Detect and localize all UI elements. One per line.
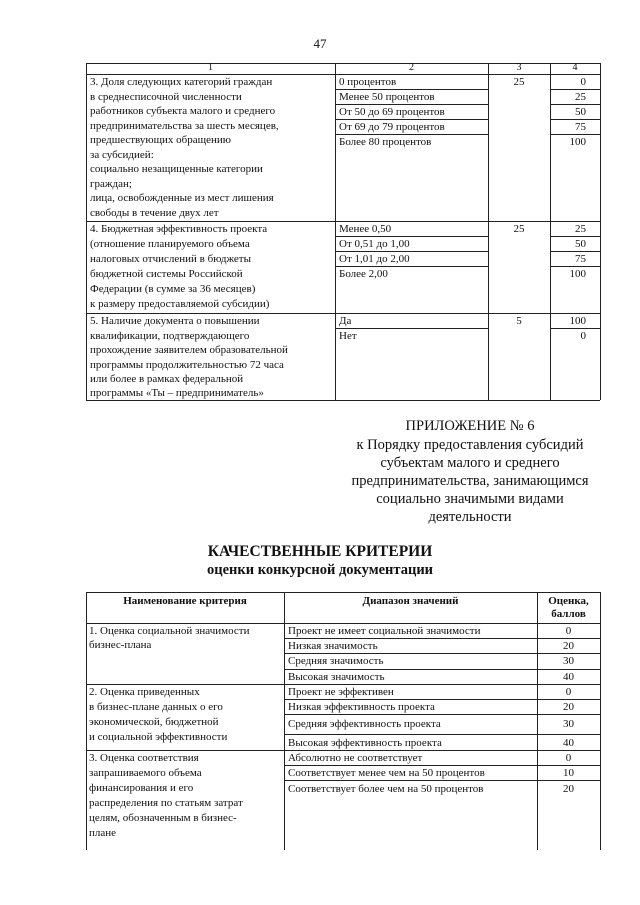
range-value: Абсолютно не соответствует	[288, 752, 423, 764]
score-value: 30	[563, 718, 574, 730]
score-value: 10	[563, 767, 574, 779]
score-value: 25	[575, 91, 586, 103]
score-value: 20	[563, 701, 574, 713]
appendix-line: социально значимыми видами	[376, 491, 564, 507]
weight-value: 25	[513, 76, 525, 88]
score-value: 0	[565, 752, 572, 764]
range-value: Нет	[339, 330, 357, 342]
range-value: От 1,01 до 2,00	[339, 253, 410, 265]
col-header-1: 1	[208, 62, 213, 73]
score-value: 100	[569, 136, 586, 148]
score-value: 0	[565, 686, 572, 698]
col-header-2: 2	[409, 62, 414, 73]
range-value: Средняя значимость	[288, 655, 384, 667]
range-value: Менее 0,50	[339, 223, 392, 235]
appendix-line: к Порядку предоставления субсидий	[356, 437, 584, 453]
score-value: 40	[563, 737, 574, 749]
section-subtitle: оценки конкурсной документации	[206, 562, 434, 578]
appendix-line: деятельности	[428, 509, 512, 525]
score-value: 30	[563, 655, 574, 667]
score-value: 50	[575, 238, 586, 250]
range-value: Соответствует более чем на 50 процентов	[288, 783, 484, 795]
score-value: 0	[565, 625, 572, 637]
col-header-4: 4	[572, 62, 578, 73]
range-value: От 69 до 79 процентов	[339, 121, 445, 133]
weight-value: 5	[516, 315, 522, 327]
range-value: Да	[339, 315, 352, 327]
range-value: Высокая эффективность проекта	[288, 737, 442, 749]
score-value: 100	[569, 268, 586, 280]
range-value: Высокая значимость	[288, 671, 385, 683]
page-number: 47	[313, 36, 327, 51]
score-value: 20	[563, 783, 574, 795]
range-value: От 50 до 69 процентов	[339, 106, 445, 118]
appendix-line: предпринимательства, занимающимся	[351, 473, 589, 489]
score-value: 0	[580, 330, 586, 342]
range-value: Низкая эффективность проекта	[288, 701, 435, 713]
score-value: 50	[575, 106, 586, 118]
score-value: 0	[580, 76, 586, 88]
range-value: 0 процентов	[339, 76, 397, 88]
col-header-3: 3	[516, 62, 522, 73]
appendix-line: субъектам малого и среднего	[380, 455, 560, 471]
score-value: 25	[575, 223, 586, 235]
score-value: 100	[569, 315, 586, 327]
range-value: Менее 50 процентов	[339, 91, 435, 103]
score-value: 75	[575, 253, 586, 265]
range-value: Низкая значимость	[288, 640, 378, 652]
range-value: Более 2,00	[339, 268, 388, 280]
range-value: Соответствует менее чем на 50 процентов	[288, 767, 485, 779]
header-criterion-name: Наименование критерия	[123, 595, 247, 607]
score-value: 75	[575, 121, 586, 133]
range-value: Проект не эффективен	[288, 686, 394, 698]
range-value: Более 80 процентов	[339, 136, 432, 148]
range-value: Проект не имеет социальной значимости	[288, 625, 481, 637]
section-title: КАЧЕСТВЕННЫЕ КРИТЕРИИ	[207, 543, 433, 560]
score-value: 40	[563, 671, 574, 683]
weight-value: 25	[513, 223, 525, 235]
appendix-title: ПРИЛОЖЕНИЕ № 6	[405, 418, 535, 434]
range-value: Средняя эффективность проекта	[288, 718, 441, 730]
header-value-range: Диапазон значений	[362, 595, 459, 607]
score-value: 20	[563, 640, 574, 652]
range-value: От 0,51 до 1,00	[339, 238, 410, 250]
